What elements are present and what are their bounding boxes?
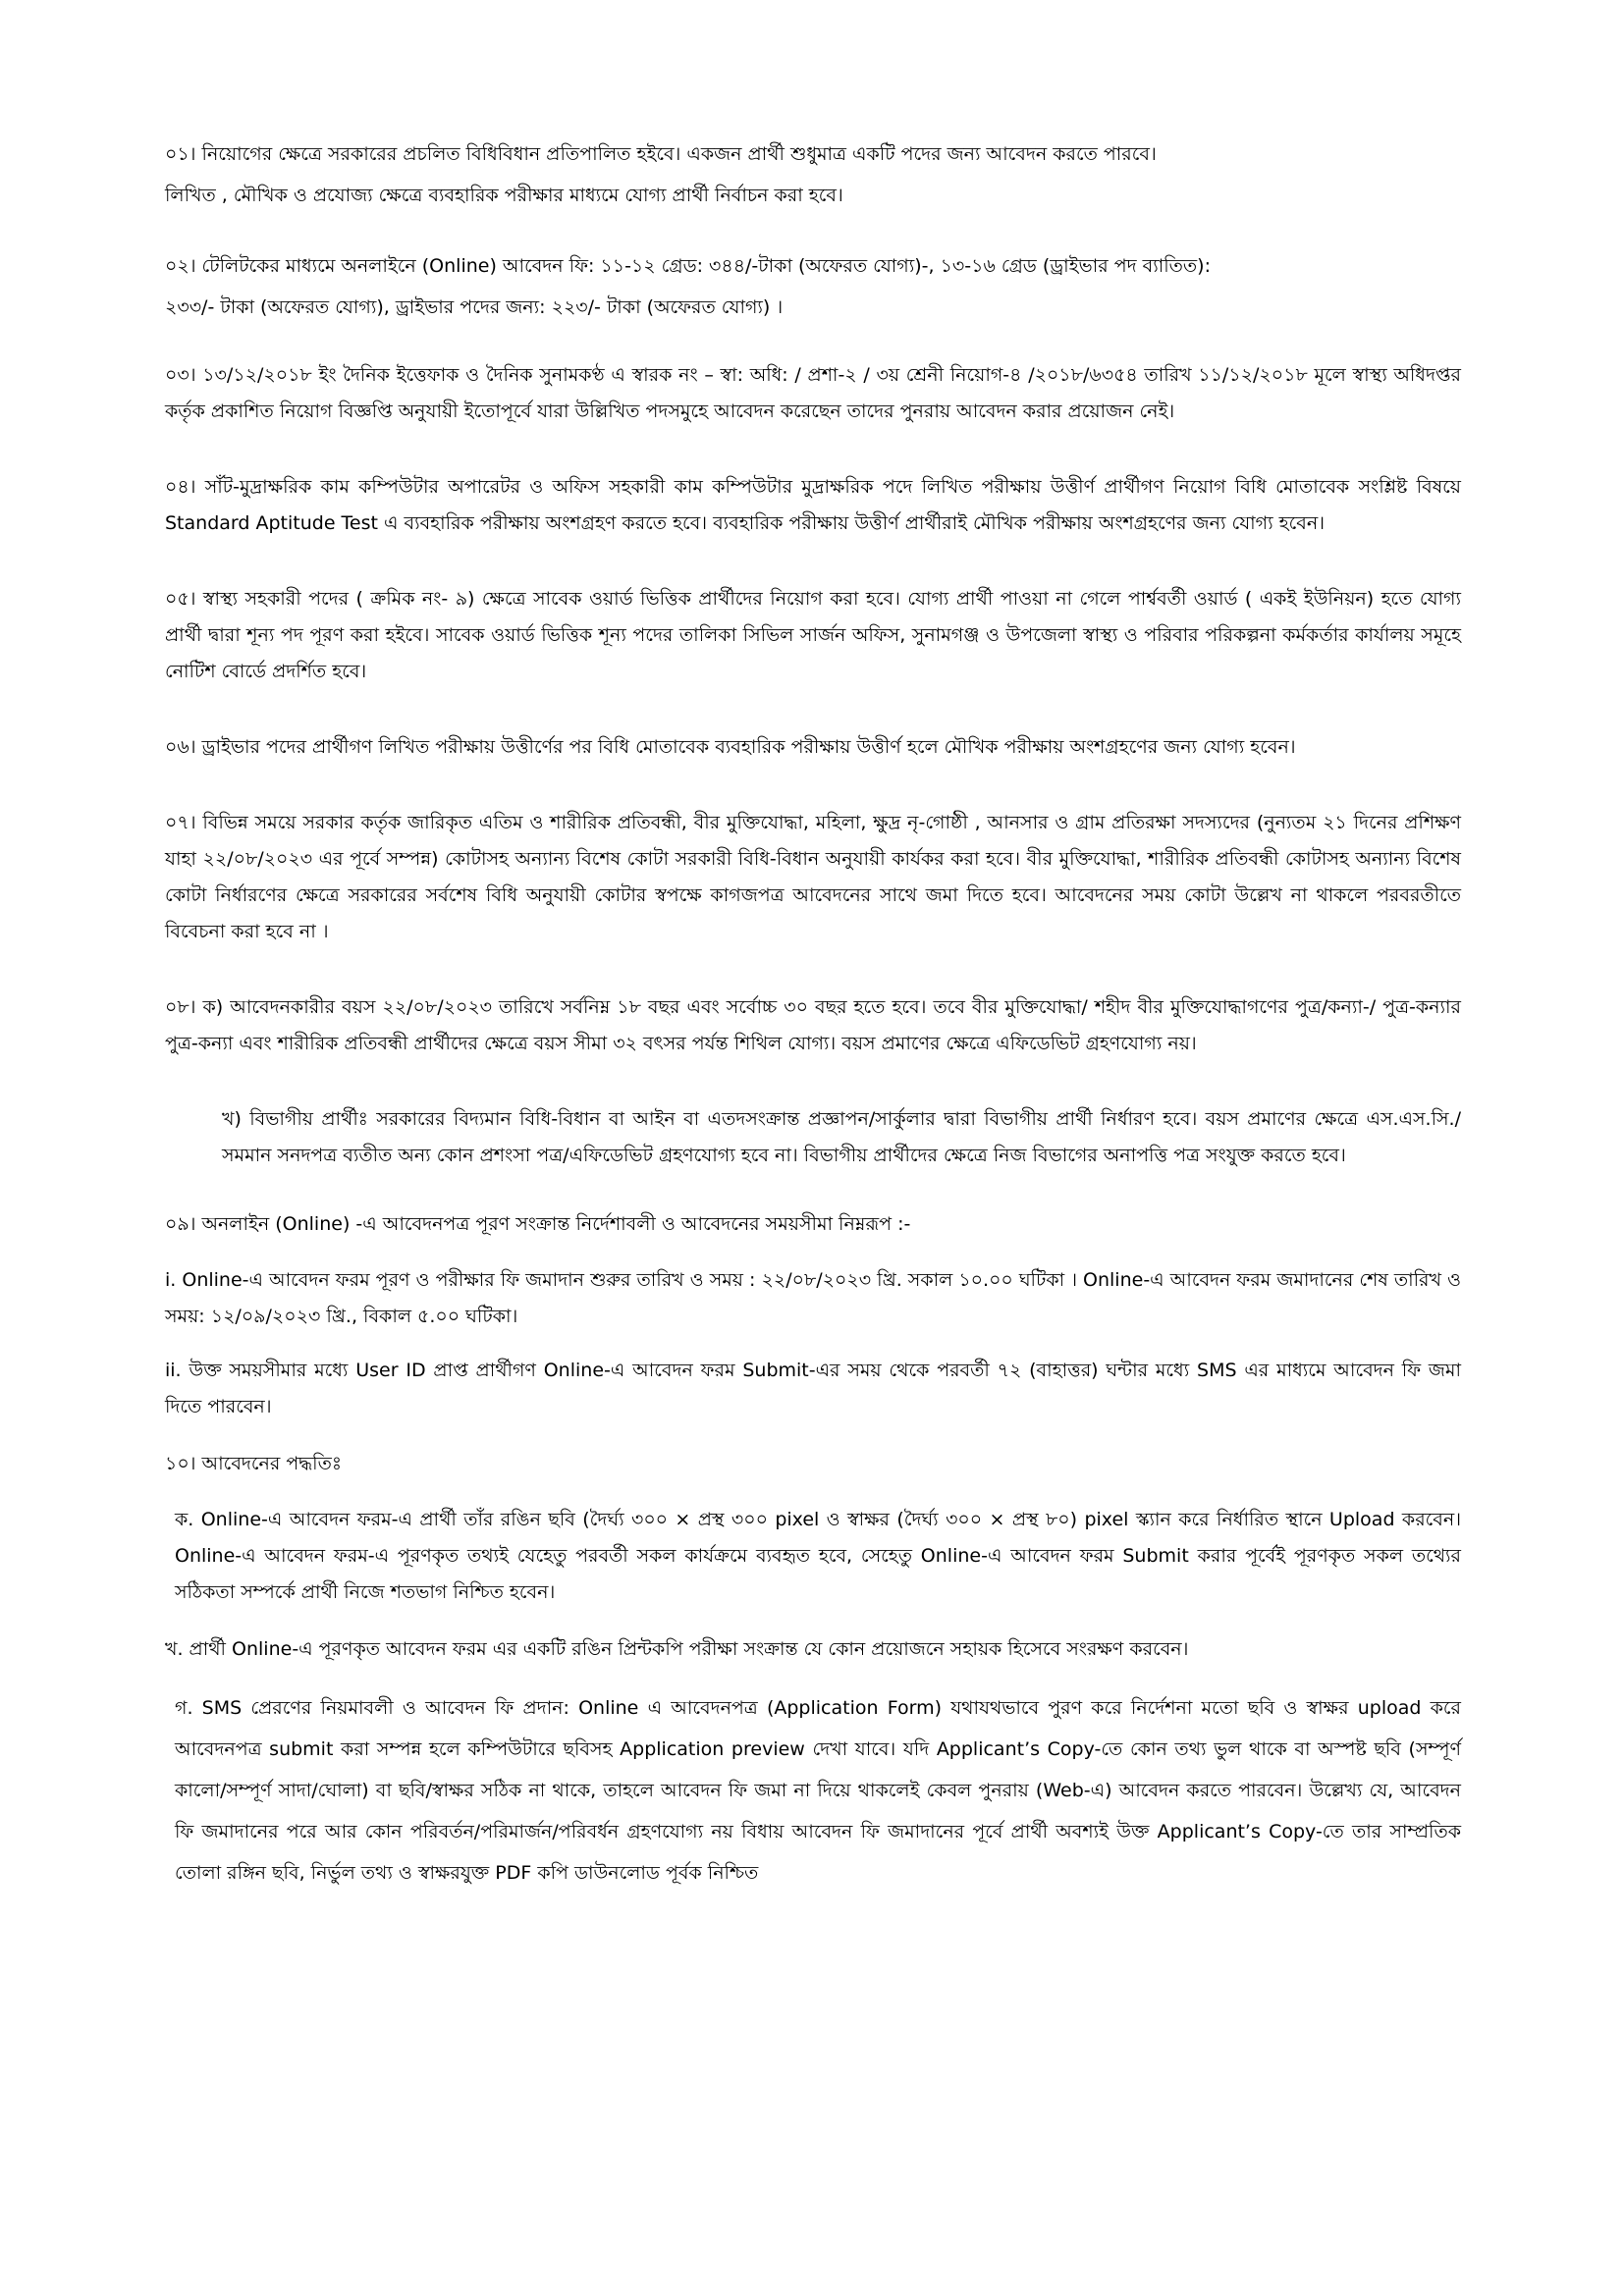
clause-04: ০৪। সাঁট-মুদ্রাক্ষরিক কাম কম্পিউটার অপারেটর ও অফিস সহকারী কাম কম্পিউটার মুদ্রাক্ষরিক পদে লিখিত পরীক্ষায় উত্তীর্ণ প্রার্থীগণ নিয়োগ বিধি মোতাবেক সংশ্লিষ্ট বিষয়ে Standard Aptitude Test এ ব্যবহারিক পরীক্ষায় অংশগ্রহণ করতে হবে। ব্যবহারিক পরীক্ষায় উত্তীর্ণ প্রার্থীরাই মৌখিক পরীক্ষায় অংশগ্রহণের জন্য যোগ্য হবেন। [165,476,1461,534]
clause-07: ০৭। বিভিন্ন সময়ে সরকার কর্তৃক জারিকৃত এতিম ও শারীরিক প্রতিবন্ধী, বীর মুক্তিযোদ্ধা, মহিলা, ক্ষুদ্র নৃ-গোষ্ঠী , আনসার ও গ্রাম প্রতিরক্ষা সদস্যদের (নুন্যতম ২১ দিনের প্রশিক্ষণ যাহা ২২/০৮/২০২৩ এর পূর্বে সম্পন্ন) কোটাসহ অন্যান্য বিশেষ কোটা সরকারী বিধি-বিধান অনুযায়ী কার্যকর করা হবে। বীর মুক্তিযোদ্ধা, শারীরিক প্রতিবন্ধী কোটাসহ অন্যান্য বিশেষ কোটা নির্ধারণের ক্ষেত্রে সরকারের সর্বশেষ বিধি অনুযায়ী কোটার স্বপক্ষে কাগজপত্র আবেদনের সাথে জমা দিতে হবে। আবেদনের সময় কোটা উল্লেখ না থাকলে পরবরতীতে বিবেচনা করা হবে না । [165,812,1461,942]
clause-05: ০৫। স্বাস্থ্য সহকারী পদের ( ক্রমিক নং- ৯) ক্ষেত্রে সাবেক ওয়ার্ড ভিত্তিক প্রার্থীদের নিয়োগ করা হবে। যোগ্য প্রার্থী পাওয়া না গেলে পার্শ্ববর্তী ওয়ার্ড ( একই ইউনিয়ন) হতে যোগ্য প্রার্থী দ্বারা শূন্য পদ পূরণ করা হইবে। সাবেক ওয়ার্ড ভিত্তিক শূন্য পদের তালিকা সিভিল সার্জন অফিস, সুনামগঞ্জ ও উপজেলা স্বাস্থ্য ও পরিবার পরিকল্পনা কর্মকর্তার কার্যালয় সমূহে নোটিশ বোর্ডে প্রদর্শিত হবে। [165,588,1461,682]
clause-09: ০৯। অনলাইন (Online) -এ আবেদনপত্র পূরণ সংক্রান্ত নির্দেশাবলী ও আবেদনের সময়সীমা নিম্নরূপ :- [165,1213,911,1235]
clause-10: ১০। আবেদনের পদ্ধতিঃ [165,1453,342,1474]
clause-08-kha: খ) বিভাগীয় প্রার্থীঃ সরকারের বিদ্যমান বিধি-বিধান বা আইন বা এতদসংক্রান্ত প্রজ্ঞাপন/সার্কুলার দ্বারা বিভাগীয় প্রার্থী নির্ধারণ হবে। বয়স প্রমাণের ক্ষেত্রে এস.এস.সি./সমমান সনদপত্র ব্যতীত অন্য কোন প্রশংসা পত্র/এফিডেভিট গ্রহণযোগ্য হবে না। বিভাগীয় প্রার্থীদের ক্ষেত্রে নিজ বিভাগের অনাপত্তি পত্র সংযুক্ত করতে হবে। [222,1108,1461,1166]
clause-01: ০১। নিয়োগের ক্ষেত্রে সরকারের প্রচলিত বিধিবিধান প্রতিপালিত হইবে। একজন প্রার্থী শুধুমাত্র একটি পদের জন্য আবেদন করতে পারবে। লিখিত , মৌখিক ও প্রযোজ্য ক্ষেত্রে ব্যবহারিক পরীক্ষার মাধ্যমে যোগ্য প্রার্থী নির্বাচন করা হবে। [165,143,1157,206]
clause-08-ka: ০৮। ক) আবেদনকারীর বয়স ২২/০৮/২০২৩ তারিখে সর্বনিম্ন ১৮ বছর এবং সর্বোচ্চ ৩০ বছর হতে হবে। তবে বীর মুক্তিযোদ্ধা/ শহীদ বীর মুক্তিযোদ্ধাগণের পুত্র/কন্যা-/ পুত্র-কন্যার পুত্র-কন্যা এবং শারীরিক প্রতিবন্ধী প্রার্থীদের ক্ষেত্রে বয়স সীমা ৩২ বৎসর পর্যন্ত শিথিল যোগ্য। বয়স প্রমাণের ক্ষেত্রে এফিডেভিট গ্রহণযোগ্য নয়। [165,996,1461,1054]
clause-09-i: i. Online-এ আবেদন ফরম পূরণ ও পরীক্ষার ফি জমাদান শুরুর তারিখ ও সময় : ২২/০৮/২০২৩ খ্রি. সকাল ১০.০০ ঘটিকা । Online-এ আবেদন ফরম জমাদানের শেষ তারিখ ও সময়: ১২/০৯/২০২৩ খ্রি., বিকাল ৫.০০ ঘটিকা। [165,1269,1461,1327]
clause-02: ০২। টেলিটকের মাধ্যমে অনলাইনে (Online) আবেদন ফি: ১১-১২ গ্রেড: ৩৪৪/-টাকা (অফেরত যোগ্য)-, ১৩-১৬ গ্রেড (ড্রাইভার পদ ব্যাতিত): ২৩৩/- টাকা (অফেরত যোগ্য), ড্রাইভার পদের জন্য: ২২৩/- টাকা (অফেরত যোগ্য) । [165,255,1211,318]
clause-10-ka: ক. Online-এ আবেদন ফরম-এ প্রার্থী তাঁর রঙিন ছবি (দৈর্ঘ্য ৩০০ × প্রস্থ ৩০০ pixel ও স্বাক্ষর (দৈর্ঘ্য ৩০০ × প্রস্থ ৮০) pixel স্ক্যান করে নির্ধারিত স্থানে Upload করবেন। Online-এ আবেদন ফরম-এ পূরণকৃত তথ্যই যেহেতু পরবর্তী সকল কার্যক্রমে ব্যবহৃত হবে, সেহেতু Online-এ আবেদন ফরম Submit করার পূর্বেই পূরণকৃত সকল তথ্যের সঠিকতা সম্পর্কে প্রার্থী নিজে শতভাগ নিশ্চিত হবেন। [175,1509,1461,1603]
clause-03: ০৩। ১৩/১২/২০১৮ ইং দৈনিক ইত্তেফাক ও দৈনিক সুনামকণ্ঠ এ স্বারক নং – স্বা: অধি: / প্রশা-২ / ৩য় শ্রেনী নিয়োগ-৪ /২০১৮/৬৩৫৪ তারিখ ১১/১২/২০১৮ মূলে স্বাস্থ্য অধিদপ্তর কর্তৃক প্রকাশিত নিয়োগ বিজ্ঞপ্তি অনুযায়ী ইতোপূর্বে যারা উল্লিখিত পদসমুহে আবেদন করেছেন তাদের পুনরায় আবেদন করার প্রয়োজন নেই। [165,364,1461,422]
notice-document [165,133,1461,1894]
clause-06: ০৬। ড্রাইভার পদের প্রার্থীগণ লিখিত পরীক্ষায় উত্তীর্ণের পর বিধি মোতাবেক ব্যবহারিক পরীক্ষায় উত্তীর্ণ হলে মৌখিক পরীক্ষায় অংশগ্রহণের জন্য যোগ্য হবেন। [165,736,1296,758]
clause-10-kha: খ. প্রার্থী Online-এ পূরণকৃত আবেদন ফরম এর একটি রঙিন প্রিন্টকপি পরীক্ষা সংক্রান্ত যে কোন প্রয়োজনে সহায়ক হিসেবে সংরক্ষণ করবেন। [165,1638,1189,1660]
clause-09-ii: ii. উক্ত সময়সীমার মধ্যে User ID প্রাপ্ত প্রার্থীগণ Online-এ আবেদন ফরম Submit-এর সময় থেকে পরবর্তী ৭২ (বাহাত্তর) ঘন্টার মধ্যে SMS এর মাধ্যমে আবেদন ফি জমা দিতে পারবেন। [165,1360,1461,1417]
clause-10-ga: গ. SMS প্রেরণের নিয়মাবলী ও আবেদন ফি প্রদান: Online এ আবেদনপত্র (Application Form) যথাযথভাবে পুরণ করে নির্দেশনা মতো ছবি ও স্বাক্ষর upload করে আবেদনপত্র submit করা সম্পন্ন হলে কম্পিউটারে ছবিসহ Application preview দেখা যাবে। যদি Applicant’s Copy-তে কোন তথ্য ভুল থাকে বা অস্পষ্ট ছবি (সম্পূর্ণ কালো/সম্পূর্ণ সাদা/ঘোলা) বা ছবি/স্বাক্ষর সঠিক না থাকে, তাহলে আবেদন ফি জমা না দিয়ে থাকলেই কেবল পুনরায় (Web-এ) আবেদন করতে পারবেন। উল্লেখ্য যে, আবেদন ফি জমাদানের পরে আর কোন পরিবর্তন/পরিমার্জন/পরিবর্ধন গ্রহণযোগ্য নয় বিধায় আবেদন ফি জমাদানের পূর্বে প্রার্থী অবশ্যই উক্ত Applicant’s Copy-তে তার সাম্প্রতিক তোলা রঙ্গিন ছবি, নির্ভুল তথ্য ও স্বাক্ষরযুক্ত PDF কপি ডাউনলোড পূর্বক নিশ্চিত [175,1697,1461,1884]
